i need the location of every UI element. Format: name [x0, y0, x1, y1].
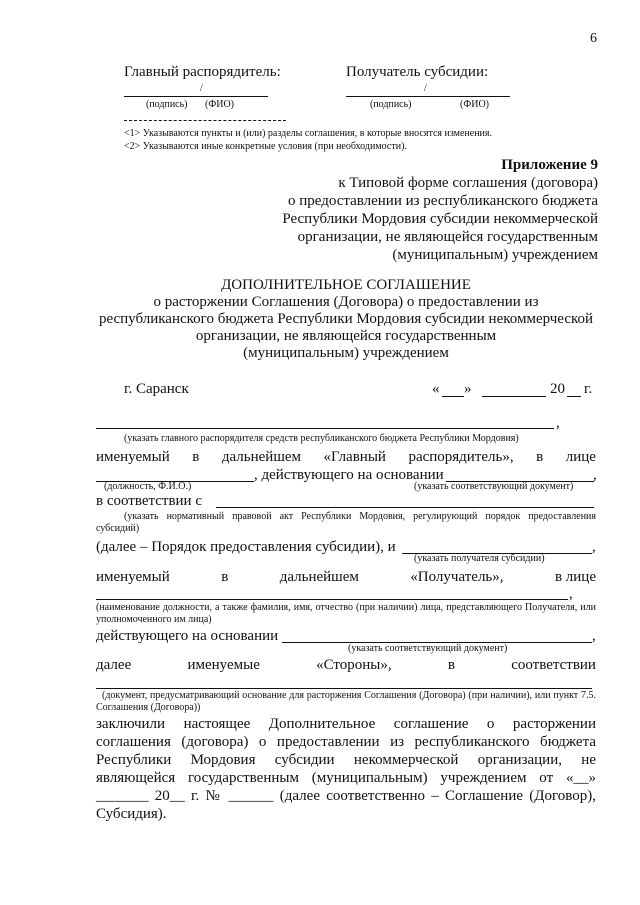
hint-normative: (указать нормативный правовой акт Республики Мордовия, регулирующий порядок предоставления субсидий) — [96, 511, 596, 534]
signature-left-fio-label: (ФИО) — [205, 99, 235, 110]
signature-right-line — [346, 96, 510, 97]
word: распорядитель», — [408, 449, 514, 465]
signature-left-sign-label: (подпись) — [146, 99, 188, 110]
document-subtitle-line: о расторжении Соглашения (Договора) о предоставлении из — [153, 294, 539, 310]
date-year-field — [567, 396, 581, 397]
word: в — [221, 569, 229, 585]
signature-right-slash: / — [424, 83, 427, 94]
text-acting-on-basis-2: действующего на основании — [96, 628, 279, 644]
hint-document-2: (указать соответствующий документ) — [348, 643, 508, 654]
signature-right-fio-label: (ФИО) — [460, 99, 490, 110]
word: именуемый — [96, 569, 170, 585]
hint-position: (должность, Ф.И.О.) — [104, 481, 192, 492]
word: лице — [565, 449, 596, 465]
word: соответствии — [511, 657, 596, 673]
footnote-2: <2> Указываются иные конкретные условия (при необходимости). — [124, 141, 407, 152]
hint-document: (указать соответствующий документ) — [414, 481, 574, 492]
comma: , — [592, 539, 596, 555]
basis-field — [96, 688, 592, 689]
word: далее — [96, 657, 132, 673]
appendix-line: организации, не являющейся государственным — [297, 229, 598, 245]
text-line-named-distributor — [96, 448, 596, 466]
document-subtitle-line: (муниципальным) учреждением — [243, 345, 449, 361]
representative-field — [96, 599, 568, 600]
appendix-title: Приложение 9 — [501, 157, 598, 173]
final-paragraph-line: являющейся государственным (муниципальным) учреждением от «__» — [96, 770, 596, 786]
date-suffix: г. — [584, 381, 593, 397]
text-line-parties — [96, 656, 596, 674]
word: в — [536, 449, 544, 465]
text-acting-on-basis: , действующего на основании — [254, 467, 444, 483]
distributor-field — [96, 428, 554, 429]
place: г. Саранск — [124, 381, 189, 397]
appendix-line: к Типовой форме соглашения (договора) — [338, 175, 598, 191]
document-subtitle-line: республиканского бюджета Республики Мордовия субсидии некоммерческой — [98, 311, 594, 327]
word: именуемый — [96, 449, 170, 465]
word: в — [447, 657, 455, 673]
final-paragraph-line: заключили настоящее Дополнительное соглашение о расторжении — [96, 716, 596, 732]
signature-right-sign-label: (подпись) — [370, 99, 412, 110]
date-day-field — [442, 396, 464, 397]
footnote-1: <1> Указываются пункты и (или) разделы соглашения, в которые вносятся изменения. — [124, 128, 493, 139]
final-paragraph-line: Республики Мордовия субсидии некоммерческой организации, не — [96, 752, 596, 768]
date-year: 20 — [550, 381, 565, 397]
text-procedure: (далее – Порядок предоставления субсидии), и — [96, 539, 396, 555]
appendix-line: о предоставлении из республиканского бюджета — [287, 193, 598, 209]
document-subtitle-line: организации, не являющейся государственным — [195, 328, 497, 344]
appendix-line: Республики Мордовия субсидии некоммерческой — [282, 211, 598, 227]
appendix-line: (муниципальным) учреждением — [392, 247, 598, 263]
final-paragraph-line: _______ 20__ г. № ______ (далее соответственно – Соглашение (Договор), — [96, 788, 596, 804]
word: в лице — [554, 569, 596, 585]
final-paragraph-last-line: Субсидия). — [96, 806, 167, 822]
signature-left-slash: / — [200, 83, 203, 94]
word: дальнейшем — [221, 449, 302, 465]
word: «Главный — [323, 449, 386, 465]
signature-left-line — [124, 96, 268, 97]
date-month-field — [482, 396, 546, 397]
hint-recipient: (указать получателя субсидии) — [414, 553, 545, 564]
signature-left-title: Главный распорядитель: — [124, 64, 281, 80]
date-open-quote: « — [432, 381, 440, 397]
word: именуемые — [187, 657, 260, 673]
word: дальнейшем — [279, 569, 359, 585]
hint-name: (наименование должности, а также фамилия, имя, отчество (при наличии) лица, представляющего Получателя, или уполномоченного им лица) — [96, 602, 596, 625]
text-in-accordance: в соответствии с — [96, 493, 202, 509]
date-close-quote: » — [464, 381, 472, 397]
word: «Стороны», — [316, 657, 392, 673]
final-paragraph-line: соглашения (договора) о предоставлении из республиканского бюджета — [96, 734, 596, 750]
hint-basis: (документ, предусматривающий основание для расторжения Соглашения (Договора) (при наличии), или пункт 7.5. Соглашения (Договора)) — [96, 690, 596, 713]
comma: , — [592, 628, 596, 644]
comma: , — [569, 586, 573, 602]
footnote-separator — [124, 120, 286, 121]
hint-distributor: (указать главного распорядителя средств республиканского бюджета Республики Мордовия) — [124, 433, 519, 444]
comma: , — [556, 415, 560, 431]
normative-act-field — [216, 507, 594, 508]
text-line-named-recipient — [96, 568, 596, 586]
page-number: 6 — [590, 31, 597, 46]
word: «Получатель», — [410, 569, 504, 585]
document-title: ДОПОЛНИТЕЛЬНОЕ СОГЛАШЕНИЕ — [221, 277, 471, 293]
word: в — [192, 449, 200, 465]
signature-right-title: Получатель субсидии: — [346, 64, 489, 80]
comma: , — [593, 467, 597, 483]
